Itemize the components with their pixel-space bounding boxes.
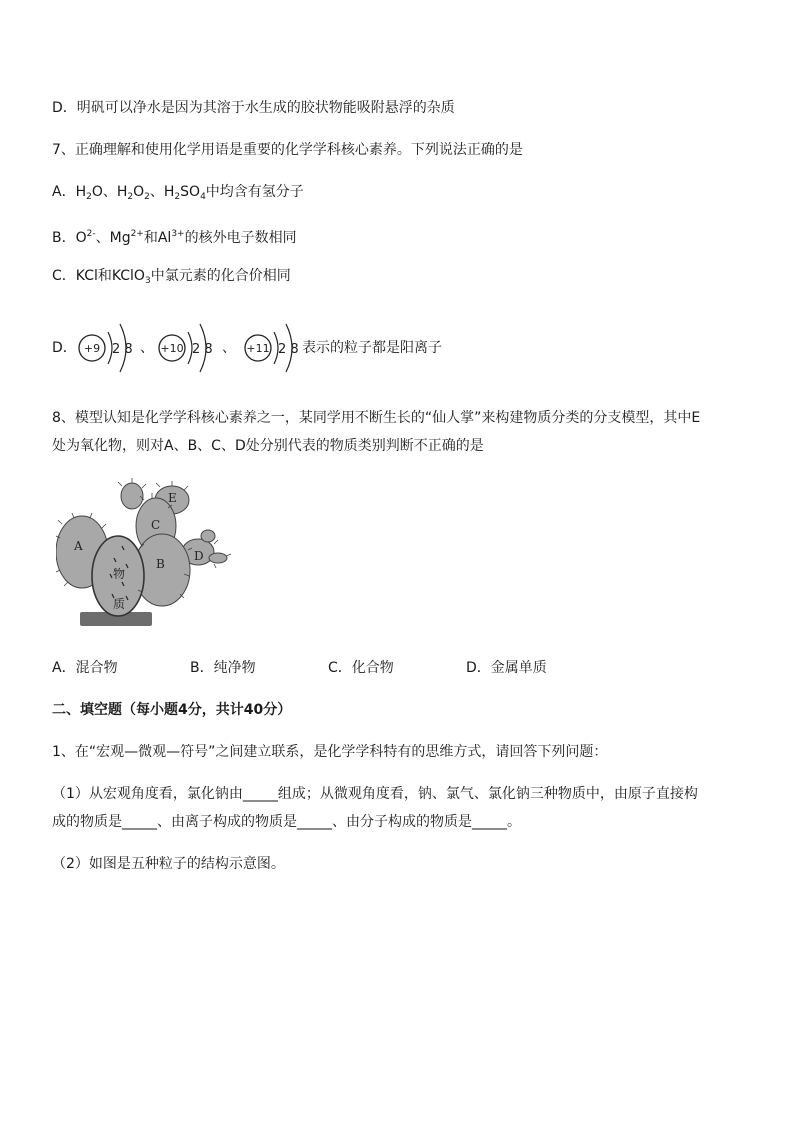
nucleus-charge: +10 [160,342,184,355]
s2-q1-part1-line2: 成的物质是_____、由离子构成的物质是_____、由分子构成的物质是_____。 [52,814,521,830]
q7-option-a: A．$H_2O$、$H_2O_2$、$H_2SO_4$中均含有氢分子 [52,184,304,202]
q7-option-c: C．KCl和KClO$_3$中氯元素的化合价相同 [52,268,291,286]
q7-option-d-label: D． [52,340,77,356]
q6-option-d: D．明矾可以净水是因为其溶于水生成的胶状物能吸附悬浮的杂质 [52,100,455,116]
q8-stem-line1: 8、模型认知是化学学科核心素养之一，某同学用不断生长的“仙人掌”来构建物质分类的分支模型，其中E [52,410,701,426]
q8-option-d: D．金属单质 [466,660,547,676]
nucleus-charge: +9 [83,342,101,355]
q8-options [52,658,612,678]
atom-diagram-2 [156,312,226,386]
q8-option-c: C．化合物 [328,660,394,676]
cactus-pad-e-small [121,483,143,509]
section-title: 二、填空题（每小题4分，共计40分） [52,702,292,718]
q7-option-d-text: 表示的粒子都是阳离子 [302,340,442,356]
atom-diagram-1 [76,312,146,386]
q7-stem: 7、正确理解和使用化学用语是重要的化学学科核心素养。下列说法正确的是 [52,142,523,158]
cactus-label-zhi: 质 [113,597,126,611]
shell-electrons: 2 8 [112,342,133,357]
cactus-label-d: D [194,549,204,563]
q7-option-b: B．$O^{2-}$、$Mg^{2+}$和$Al^{3+}$的核外电子数相同 [52,229,297,246]
s2-q1-part2: （2）如图是五种粒子的结构示意图。 [52,856,285,872]
q8-option-a: A．混合物 [52,660,118,676]
shell-electrons: 2 8 [278,342,299,357]
cactus-pad-d-small [209,553,227,563]
cactus-label-a: A [74,539,83,553]
cactus-label-b: B [156,557,165,571]
atom-separator: 、 [222,340,236,356]
q8-stem-line2: 处为氧化物，则对A、B、C、D处分别代表的物质类别判断不正确的是 [52,438,484,454]
nucleus-charge: +11 [246,342,270,355]
cactus-label-c: C [151,518,161,532]
shell-electrons: 2 8 [192,342,213,357]
cactus-label-e: E [168,491,177,505]
atom-separator: 、 [140,340,154,356]
cactus-label-wu: 物 [113,567,126,581]
cactus-pad-d-small [201,530,215,542]
q8-option-b: B．纯净物 [190,660,256,676]
cactus-diagram [56,478,236,634]
s2-q1-part1-line1: （1）从宏观角度看，氯化钠由_____组成；从微观角度看，钠、氯气、氯化钠三种物质中，由原子直接构 [52,786,698,802]
s2-q1-stem: 1、在“宏观—微观—符号”之间建立联系，是化学学科特有的思维方式，请回答下列问题： [52,744,608,760]
